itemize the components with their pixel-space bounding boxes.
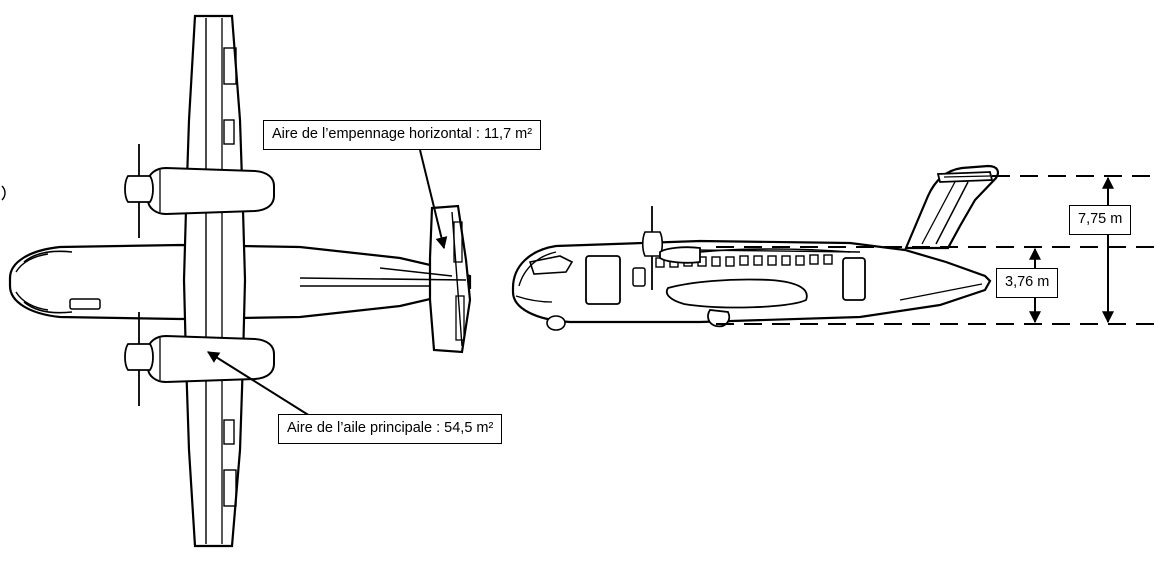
dimension-label-fuselage-height: 3,76 m [996, 268, 1058, 298]
engine-nacelle-upper [148, 168, 274, 214]
propeller-lower-blade-1 [125, 344, 153, 370]
callout-main-wing-area: Aire de l’aile principale : 54,5 m² [278, 414, 502, 444]
main-wing [184, 16, 245, 546]
side-engine-nacelle [660, 247, 700, 263]
nose-gear-wheel [547, 316, 565, 330]
left-edge-tick [2, 186, 5, 200]
callout-horizontal-tail-area: Aire de l’empennage horizontal : 11,7 m² [263, 120, 541, 150]
propeller-upper-blade-1 [125, 176, 153, 202]
wing-root-fairing [667, 279, 807, 307]
dimension-label-total-height: 7,75 m [1069, 205, 1131, 235]
engine-nacelle-lower [148, 336, 274, 382]
top-view-group [2, 16, 470, 546]
